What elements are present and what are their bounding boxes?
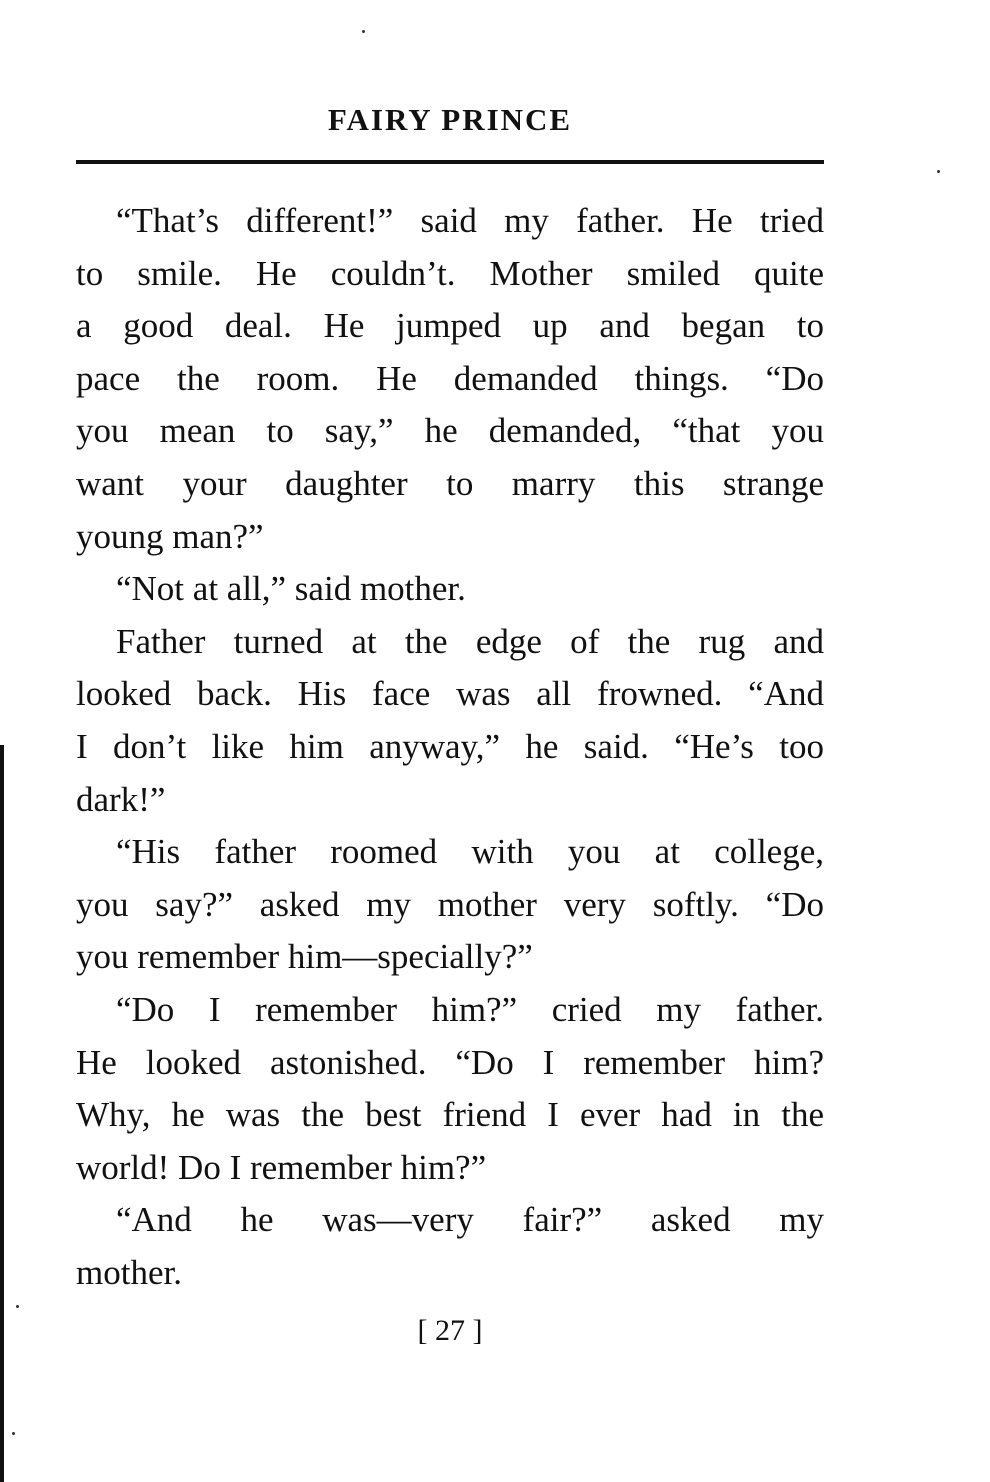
- text-line: want your daughter to marry this strange: [76, 463, 824, 503]
- scan-speck: [16, 1305, 19, 1308]
- text-line: you remember him—specially?”: [76, 937, 533, 977]
- text-line: Father turned at the edge of the rug and: [116, 621, 824, 661]
- page-number: [ 27 ]: [417, 1314, 483, 1347]
- scan-speck: [937, 170, 940, 173]
- text-line: a good deal. He jumped up and began to: [76, 306, 824, 346]
- text-line: world! Do I remember him?”: [76, 1147, 487, 1187]
- text-line: dark!”: [76, 779, 166, 819]
- scan-speck: [12, 1432, 15, 1435]
- text-line: “Not at all,” said mother.: [116, 569, 466, 609]
- text-line: young man?”: [76, 516, 264, 556]
- text-line: looked back. His face was all frowned. “And: [76, 674, 824, 714]
- text-line: mother.: [76, 1252, 182, 1292]
- text-line: you say?” asked my mother very softly. “Do: [76, 884, 824, 924]
- body-text: [76, 195, 824, 1299]
- text-line: He looked astonished. “Do I remember him?: [76, 1042, 824, 1082]
- header-rule: [76, 160, 824, 164]
- text-line: pace the room. He demanded things. “Do: [76, 358, 824, 398]
- scan-edge-shadow: [0, 745, 4, 1482]
- text-line: “Do I remember him?” cried my father.: [116, 989, 824, 1029]
- running-title: FAIRY PRINCE: [327, 102, 573, 137]
- text-line: “His father roomed with you at college,: [116, 832, 824, 872]
- text-line: “That’s different!” said my father. He tried: [116, 201, 824, 240]
- scan-speck: [362, 30, 365, 33]
- text-line: to smile. He couldn’t. Mother smiled quite: [76, 253, 824, 293]
- text-line: I don’t like him anyway,” he said. “He’s too: [76, 726, 824, 766]
- text-line: you mean to say,” he demanded, “that you: [76, 411, 824, 451]
- text-line: “And he was—very fair?” asked my: [116, 1200, 824, 1240]
- text-line: Why, he was the best friend I ever had in the: [76, 1095, 824, 1135]
